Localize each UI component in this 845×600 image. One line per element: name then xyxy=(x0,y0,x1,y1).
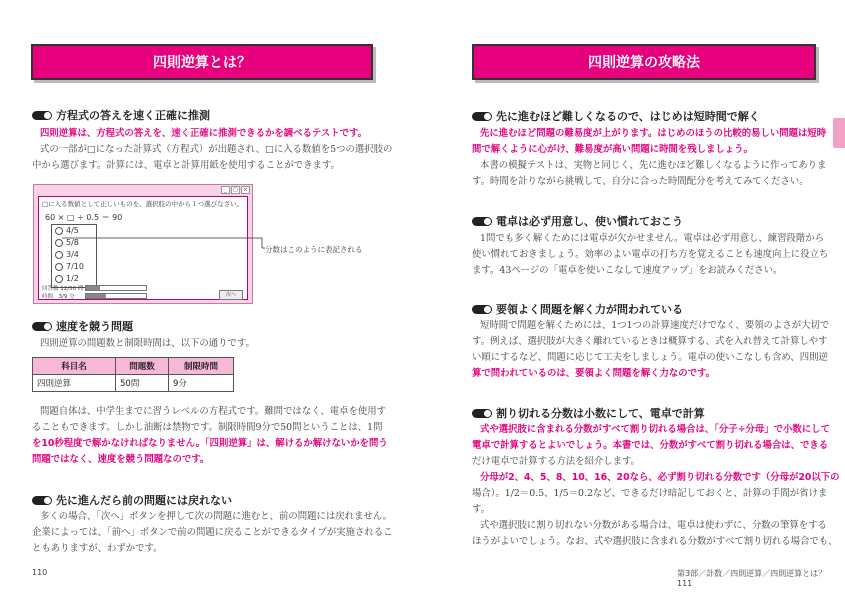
toggle-icon xyxy=(472,409,492,418)
left-section-2-title: 速度を競う問題 xyxy=(56,320,133,333)
para-line: 企業によっては、「前へ」ボタンで前の問題に戻ることができるタイプが実施されるこ xyxy=(32,527,393,538)
left-section-3-heading xyxy=(32,492,232,508)
chapter-tab xyxy=(833,118,845,148)
option-1[interactable]: 4/5 xyxy=(55,226,79,235)
next-button[interactable]: 次へ xyxy=(219,290,243,300)
count-progress-bar xyxy=(85,285,147,291)
left-page xyxy=(0,0,422,600)
para-line: 短時間で問題を解くためには、1つ1つの計算速度だけでなく、要領のよさが大切で xyxy=(480,320,830,331)
right-section-3-heading xyxy=(472,301,683,317)
right-section-4-text xyxy=(472,422,845,550)
minimize-icon: _ xyxy=(221,186,230,194)
para-line: 1問でも多く解くためには電卓が欠かせません。電卓は必ず用意し、練習段階から xyxy=(480,233,825,244)
question-equation: 60 × □ ÷ 0.5 ＝ 90 xyxy=(45,213,123,222)
option-4[interactable]: 7/10 xyxy=(55,262,84,271)
right-section-4-heading xyxy=(472,405,705,421)
toggle-icon xyxy=(32,111,52,120)
para-line: を10秒程度で解かなければなりません。「四則逆算」は、解けるか解けないかを問う xyxy=(32,438,388,449)
toggle-icon xyxy=(32,496,52,505)
right-section-2-text xyxy=(472,231,829,279)
answer-count: 回答数 12/50 問 xyxy=(42,286,84,292)
para-line: 四則逆算は、方程式の答えを、速く正確に推測できるかを調べるテストです。 xyxy=(40,128,368,139)
table-header: 科目名 xyxy=(33,358,116,375)
right-section-3-title: 要領よく問題を解く力が問われている xyxy=(496,303,683,316)
para-line: ることもできます。しかし油断は禁物です。制限時間9分で50問ということは、1問 xyxy=(32,422,383,433)
option-5[interactable]: 1/2 xyxy=(55,274,79,283)
para-line: 式の一部が□になった計算式（方程式）が出題され、□に入る数値を5つの選択肢の xyxy=(40,144,393,155)
para-line: 問題自体は、中学生までに習うレベルの方程式です。難問ではなく、電卓を使用す xyxy=(40,406,386,417)
left-paragraph xyxy=(32,404,388,468)
para-line: 式や選択肢に割り切れない分数がある場合は、電卓は使わずに、分数の筆算をする xyxy=(480,520,827,531)
left-section-2-text: 四則逆算の問題数と制限時間は、以下の通りです。 xyxy=(40,338,255,349)
para-line: い順にするなど、問題に応じて工夫をしましょう。電卓の使いこなしも含め、四則逆 xyxy=(472,352,828,363)
table-header: 制限時間 xyxy=(169,358,234,375)
close-icon: × xyxy=(241,186,250,194)
table-cell: 四則逆算 xyxy=(33,375,116,392)
radio-icon xyxy=(55,227,63,235)
para-line: 先に進むほど問題の難易度が上がります。はじめのほうの比較的易しい問題は短時 xyxy=(480,128,827,139)
para-line: 算で問われているのは、要領よく問題を解く力なのです。 xyxy=(472,368,716,379)
para-line: 問題ではなく、速度を競う問題なのです。 xyxy=(32,454,210,465)
table-header: 問題数 xyxy=(116,358,169,375)
page-footer-right: 第3部／計数／四則逆算／四則逆算とは？ 111 xyxy=(677,569,835,588)
para-line: だけ電卓で計算する方法を紹介します。 xyxy=(472,456,641,467)
radio-icon xyxy=(55,275,63,283)
option-3[interactable]: 3/4 xyxy=(55,250,79,259)
left-section-2-heading xyxy=(32,318,133,334)
para-line: ます。43ページの「電卓を使いこなして速度アップ」をお読みください。 xyxy=(472,265,783,276)
right-page xyxy=(422,0,845,600)
maximize-icon: □ xyxy=(231,186,240,194)
table-cell: 9分 xyxy=(169,375,234,392)
toggle-icon xyxy=(472,217,492,226)
right-section-1-title: 先に進むほど難しくなるので、はじめは短時間で解く xyxy=(496,110,760,123)
para-line: 本書の模擬テストは、実物と同じく、先に進むほど難しくなるように作ってありま xyxy=(480,160,827,171)
right-section-2-heading xyxy=(472,213,683,229)
question-instruction: □に入る数値として正しいものを、選択肢の中から１つ選びなさい。 xyxy=(42,200,244,208)
right-section-1-heading xyxy=(472,108,760,124)
spec-table xyxy=(32,357,234,392)
time-elapsed: 時間 3/9 分 xyxy=(42,294,75,300)
time-progress-bar xyxy=(85,293,147,299)
toggle-icon xyxy=(472,112,492,121)
right-section-2-title: 電卓は必ず用意し、使い慣れておこう xyxy=(496,215,683,228)
window-controls xyxy=(34,185,252,196)
para-line: 電卓で計算するとよいでしょう。本書では、分数がすべて割り切れる場合は、できる xyxy=(472,440,829,451)
table-header-row xyxy=(33,358,234,375)
table-cell: 50問 xyxy=(116,375,169,392)
para-line: す。例えば、選択肢が大きく離れているときは概算する、式を入れ替えて計算しやす xyxy=(472,336,828,347)
table-row xyxy=(33,375,234,392)
toggle-icon xyxy=(472,305,492,314)
para-line: ともありますが、わずかです。 xyxy=(32,543,163,554)
right-section-3-text xyxy=(472,318,830,382)
left-section-1-heading xyxy=(32,107,210,123)
toggle-icon xyxy=(32,322,52,331)
option-2[interactable]: 5/8 xyxy=(55,238,79,247)
left-section-1-title: 方程式の答えを速く正確に推測 xyxy=(56,109,210,122)
right-banner: 四則逆算の攻略法 xyxy=(472,44,816,80)
left-banner: 四則逆算とは？ xyxy=(31,44,373,80)
para-line: 多くの場合、「次へ」ボタンを押して次の問題に進むと、前の問題には戻れません。 xyxy=(40,511,393,522)
para-line: 式や選択肢に含まれる分数がすべて割り切れる場合は、「分子÷分母」で小数にして xyxy=(480,424,830,435)
para-line: 分母が2、4、5、8、10、16、20なら、必ず割り切れる分数です（分母が20以下の xyxy=(480,472,840,483)
fraction-callout: 分数はこのように表記される xyxy=(265,245,363,254)
para-line: 使い慣れておきましょう。効率のよい電卓の打ち方を覚えることも速度向上に役立ち xyxy=(472,249,829,260)
left-section-3-text xyxy=(32,509,393,557)
para-line: ほうがよいでしょう。なお、式や選択肢に含まれる分数がすべて割り切れる場合でも、 xyxy=(472,536,838,547)
para-line: 中から選びます。計算には、電卓と計算用紙を使用することができます。 xyxy=(32,160,340,171)
right-section-1-text xyxy=(472,126,827,190)
page-number-left: 110 xyxy=(32,568,48,577)
para-line: 場合）。1/2＝0.5、1/5＝0.2など、できるだけ暗記しておくと、計算の手間が省けます。 xyxy=(472,488,828,515)
left-section-1-text xyxy=(32,126,393,174)
para-line: す。時間を計りながら挑戦して、自分に合った時間配分を考えてみてください。 xyxy=(472,176,809,187)
right-section-4-title: 割り切れる分数は小数にして、電卓で計算 xyxy=(496,407,705,420)
para-line: 間で解くように心がけ、難易度が高い問題に時間を残しましょう。 xyxy=(472,144,753,155)
left-section-3-title: 先に進んだら前の問題には戻れない xyxy=(56,494,232,507)
callout-line xyxy=(57,235,267,265)
